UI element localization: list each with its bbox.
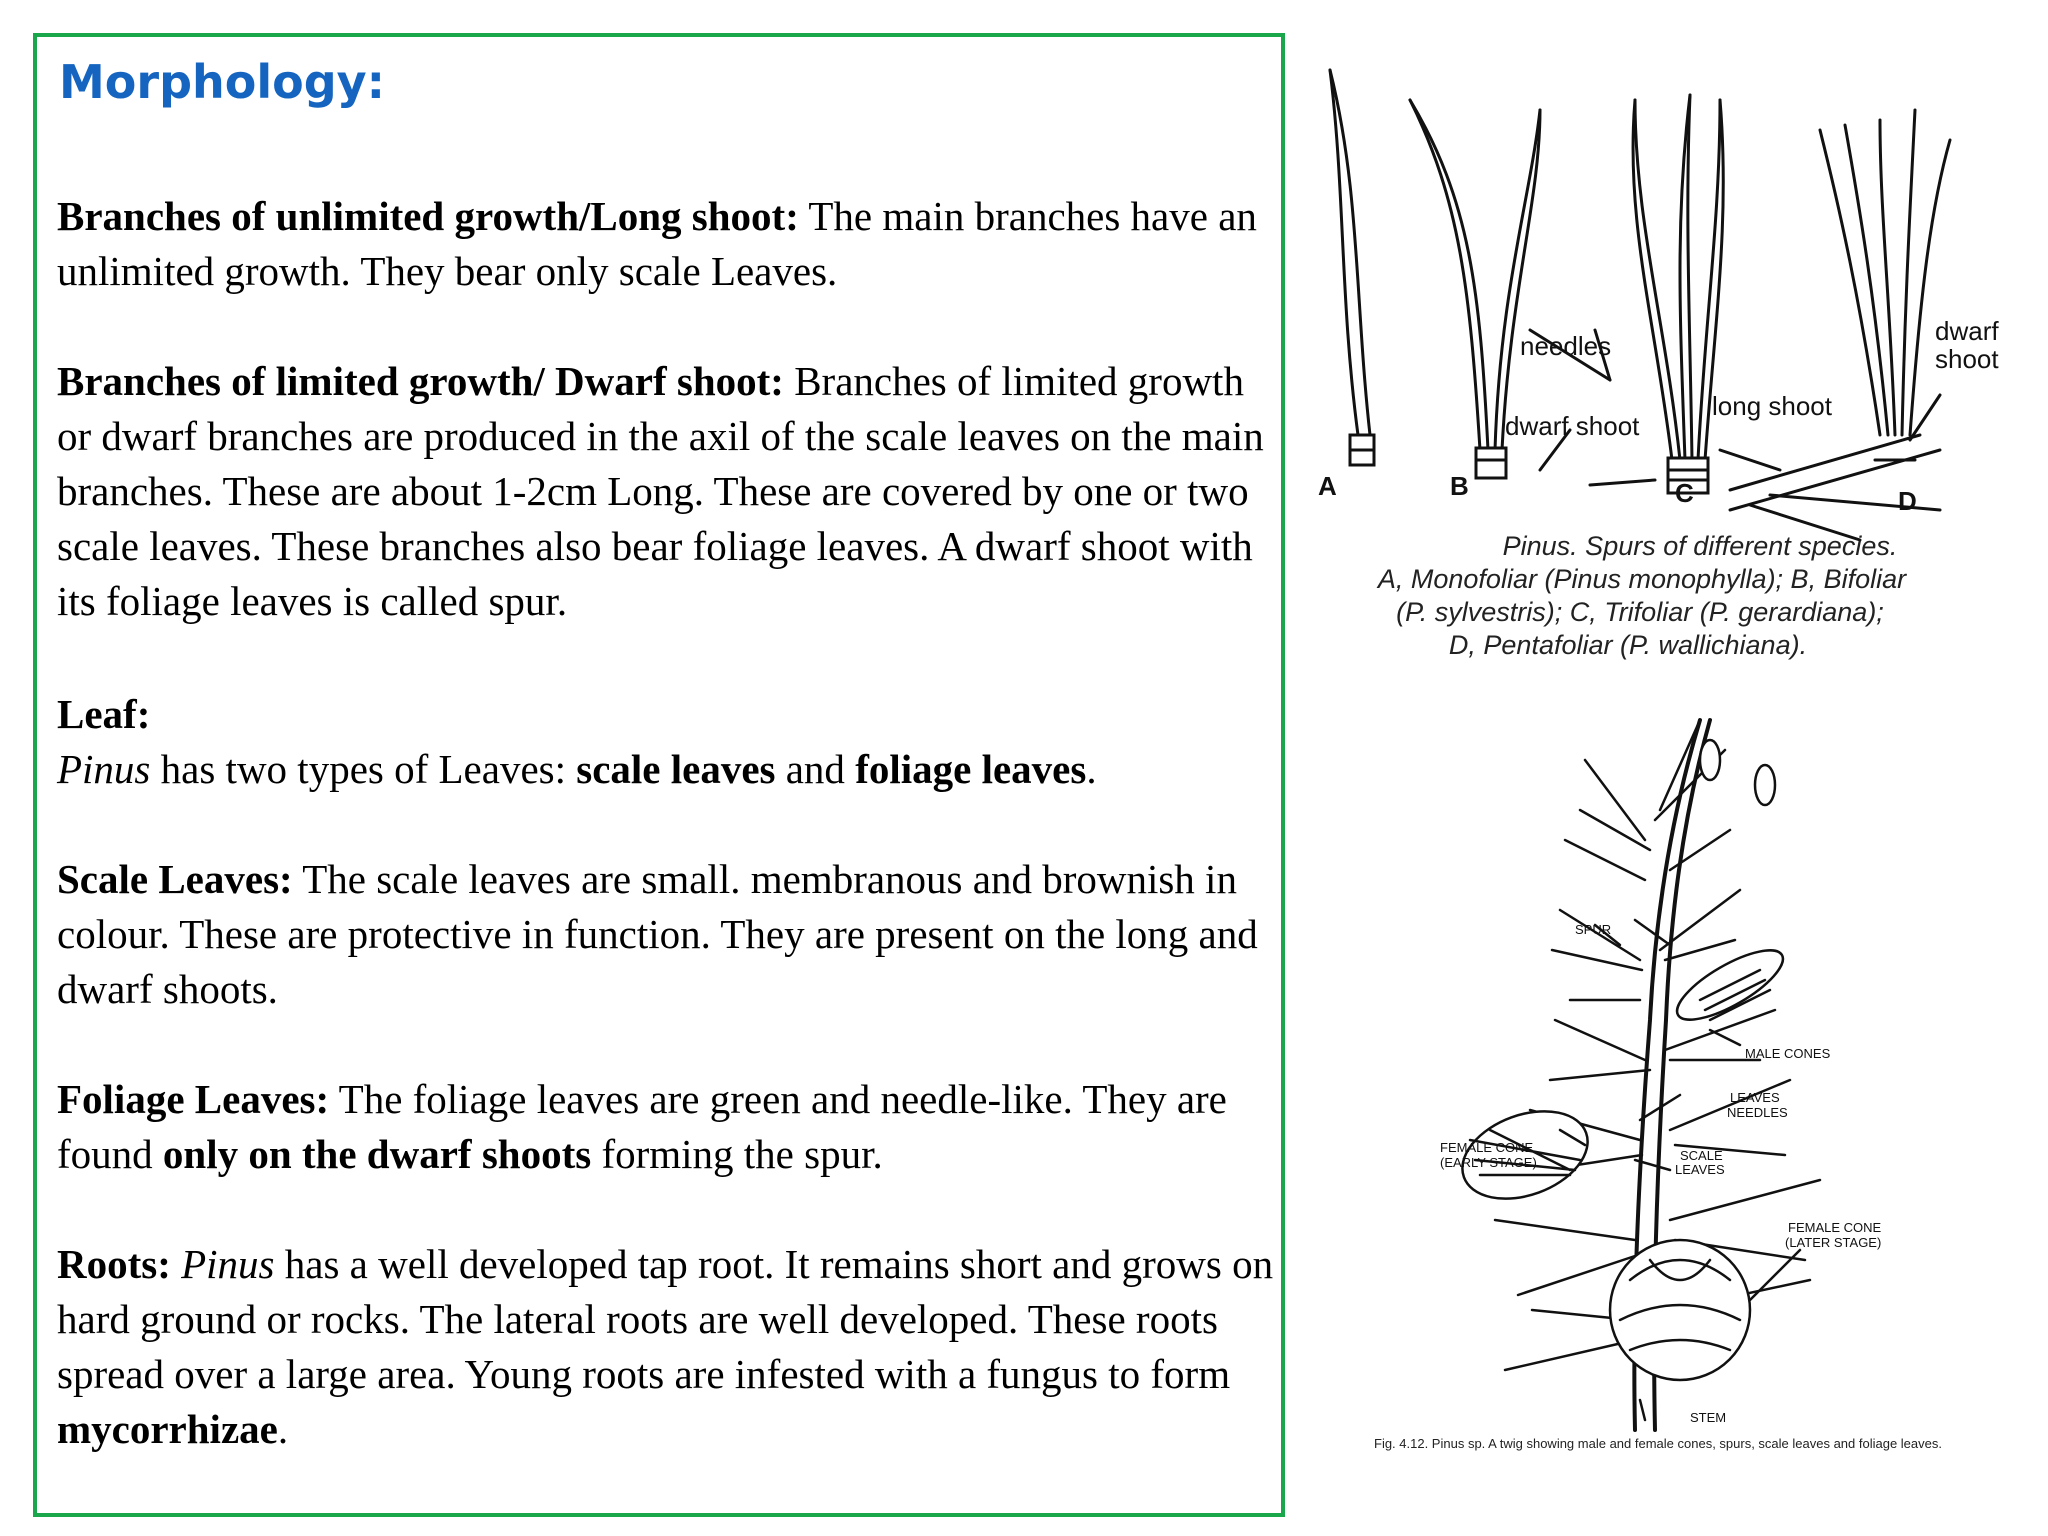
foliage-leaves-title: Foliage Leaves: — [57, 1076, 330, 1122]
spur-c-drawing — [1633, 95, 1723, 493]
label-leaves-needles-1: LEAVES — [1730, 1090, 1780, 1105]
label-dwarf-d-2: shoot — [1935, 344, 1999, 374]
label-dwarf-shoot-b: dwarf shoot — [1505, 411, 1640, 441]
label-leaves-needles-2: NEEDLES — [1727, 1105, 1788, 1120]
label-female-later-2: (LATER STAGE) — [1785, 1235, 1882, 1250]
spurs-caption-line-1: Pinus. Spurs of different species. — [1502, 531, 1898, 561]
spur-a-drawing — [1330, 70, 1374, 465]
leaf-and: and — [775, 746, 856, 792]
label-needles: needles — [1520, 331, 1612, 361]
leaf-text: has two types of Leaves: — [150, 746, 577, 792]
roots-title: Roots: — [57, 1241, 171, 1287]
spurs-caption-line-4: D, Pentafoliar (P. wallichiana). — [1448, 630, 1808, 660]
label-long-shoot: long shoot — [1712, 391, 1832, 421]
dwarf-shoot-title: Branches of limited growth/ Dwarf shoot: — [57, 358, 784, 404]
label-female-later-1: FEMALE CONE — [1788, 1220, 1882, 1235]
leaf-genus: Pinus — [57, 746, 151, 792]
label-b: B — [1450, 471, 1469, 501]
spurs-caption-line-3: (P. sylvestris); C, Trifoliar (P. gerardiana); — [1396, 597, 1884, 627]
foliage-leaves-text: The foliage leaves are green and needle-like. They are found — [57, 1076, 1227, 1177]
leaf-title: Leaf: — [57, 691, 151, 737]
label-c: C — [1675, 478, 1694, 508]
twig-caption: Fig. 4.12. Pinus sp. A twig showing male and female cones, spurs, scale leaves and foliage leaves. — [1374, 1436, 1942, 1451]
roots-end: . — [277, 1406, 289, 1452]
spurs-caption-line-2: A, Monofoliar (Pinus monophylla); B, Bifoliar — [1377, 564, 1907, 594]
paragraph-roots — [57, 1237, 1287, 1457]
long-shoot-text: The main branches have an unlimited growth. They bear only scale Leaves. — [57, 193, 1257, 294]
long-shoot-title: Branches of unlimited growth/Long shoot: — [57, 193, 799, 239]
paragraph-long-shoot — [57, 189, 1287, 299]
paragraph-scale-leaves — [57, 852, 1287, 1017]
dwarf-shoot-text: Branches of limited growth or dwarf branches are produced in the axil of the scale leaves on the main branches. These are about 1-2cm Long. These are covered by one or two scale leaves. These branches also bear foliage leaves. A dwarf shoot with its foliage leaves is called spur. — [57, 358, 1264, 624]
pinus-spurs-figure — [1300, 40, 2020, 680]
paragraph-leaf-heading — [57, 687, 1287, 742]
label-dwarf-d-1: dwarf — [1935, 316, 1999, 346]
leaf-foliage-term: foliage leaves — [855, 746, 1087, 792]
label-female-early-2: (EARLY STAGE) — [1440, 1155, 1537, 1170]
label-male-cones: MALE CONES — [1745, 1046, 1831, 1061]
label-scale-leaves-1: SCALE — [1680, 1148, 1723, 1163]
leaf-end: . — [1086, 746, 1097, 792]
pinus-twig-figure — [1370, 700, 2020, 1460]
label-d: D — [1898, 486, 1917, 516]
label-scale-leaves-2: LEAVES — [1675, 1162, 1725, 1177]
scale-leaves-text: The scale leaves are small. membranous and brownish in colour. These are protective in function. They are present on the long and dwarf shoots. — [57, 856, 1258, 1012]
roots-bold: mycorrhizae — [57, 1406, 278, 1452]
roots-genus: Pinus — [181, 1241, 275, 1287]
paragraph-dwarf-shoot — [57, 354, 1287, 629]
foliage-leaves-text-end: forming the spur. — [591, 1131, 883, 1177]
foliage-leaves-bold: only on the dwarf shoots — [162, 1131, 592, 1177]
page-title: Morphology: — [59, 55, 386, 109]
label-female-early-1: FEMALE CONE — [1440, 1140, 1534, 1155]
morphology-text-panel — [33, 33, 1285, 1517]
label-spur: SPUR — [1575, 922, 1612, 937]
scale-leaves-title: Scale Leaves: — [57, 856, 293, 902]
label-stem: STEM — [1690, 1410, 1727, 1425]
spur-d-drawing — [1730, 110, 1950, 540]
label-a: A — [1318, 471, 1337, 501]
roots-text: has a well developed tap root. It remains short and grows on hard ground or rocks. The lateral roots are well developed. These roots spread over a large area. Young roots are infested with a fungus to form — [57, 1241, 1274, 1397]
paragraph-foliage-leaves — [57, 1072, 1287, 1182]
paragraph-leaf — [57, 742, 1287, 797]
leaf-scale-term: scale leaves — [576, 746, 776, 792]
